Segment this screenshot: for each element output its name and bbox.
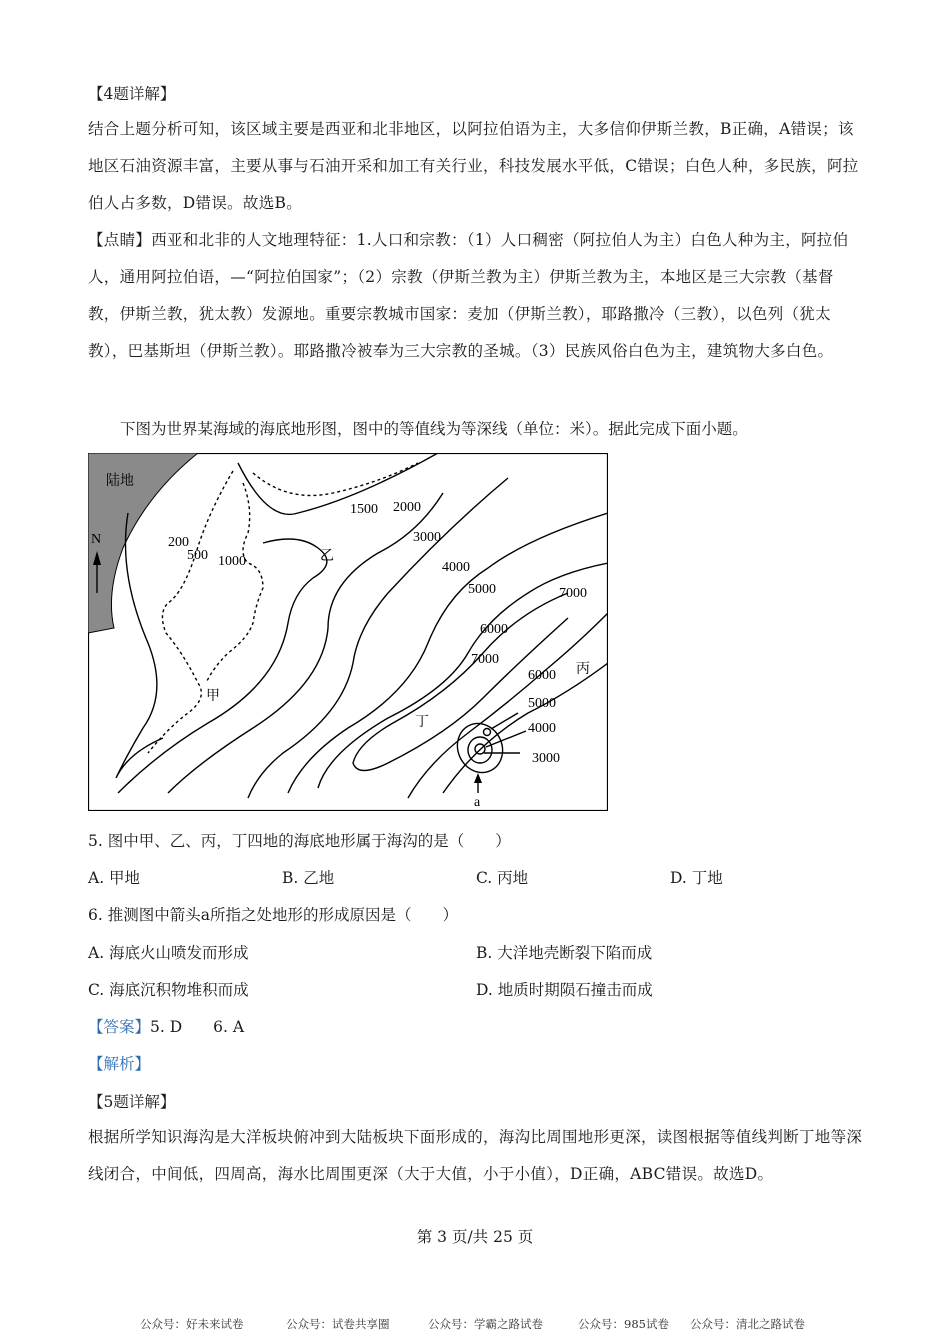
depth-label: 6000 <box>528 668 556 683</box>
answer-label: 【答案】 <box>88 1018 151 1036</box>
q5-stem: 5. 图中甲、乙、丙，丁四地的海底地形属于海沟的是（ ） <box>88 832 511 850</box>
q5-detail-body: 根据所学知识海沟是大洋板块俯冲到大陆板块下面形成的，海沟比周围地形更深，读图根据等值线判断丁地等深线闭合，中间低，四周高，海水比周围更深（大于大值，小于小值），D正确，ABC错误。故选D。 <box>88 1128 863 1183</box>
depth-label: 4000 <box>442 560 470 575</box>
depth-label: 3000 <box>532 751 560 766</box>
answer-value: 5. D 6. A <box>150 1018 245 1036</box>
depth-label: 2000 <box>393 500 421 515</box>
watermark: 公众号：学霸之路试卷 <box>428 1317 543 1331</box>
page-footer: 第 3 页/共 25 页 <box>416 1228 534 1246</box>
north-label: N <box>91 532 102 547</box>
q5-option-c: C. 丙地 <box>476 869 529 887</box>
q5-option-d: D. 丁地 <box>670 869 723 887</box>
depth-label: 3000 <box>413 530 441 545</box>
q6-stem: 6. 推测图中箭头a所指之处地形的形成原因是（ ） <box>88 906 458 924</box>
q5-detail-heading: 【5题详解】 <box>88 1093 176 1111</box>
q4-heading: 【4题详解】 <box>88 85 176 103</box>
depth-label: 7000 <box>559 586 587 601</box>
analysis-label: 【解析】 <box>88 1055 151 1073</box>
answer-line <box>88 1015 244 1037</box>
q5-option-b: B. 乙地 <box>282 869 335 887</box>
depth-label: 6000 <box>480 622 508 637</box>
land-label: 陆地 <box>106 474 134 489</box>
place-bing: 丙 <box>576 662 590 677</box>
watermark: 公众号：试卷共享圈 <box>286 1317 390 1331</box>
watermark: 公众号：清北之路试卷 <box>690 1317 805 1331</box>
q4-tip: 【点睛】西亚和北非的人文地理特征：1.人口和宗教：（1）人口稠密（阿拉伯人为主）白色人种为主，阿拉伯人，通用阿拉伯语，—“阿拉伯国家”；（2）宗教（伊斯兰教为主）伊斯兰教为主，本地区是三大宗教（基督教，伊斯兰教，犹太教）发源地。重要宗教城市国家：麦加（伊斯兰教），耶路撒冷（三教），以色列（犹太教），巴基斯坦（伊斯兰教）。耶路撒冷被奉为三大宗教的圣城。（3）民族风俗白色为主，建筑物大多白色。 <box>88 231 849 360</box>
depth-label: 4000 <box>528 721 556 736</box>
arrow-a-label: a <box>474 795 481 810</box>
place-ding: 丁 <box>415 715 429 730</box>
place-yi: 乙 <box>320 549 334 564</box>
depth-label: 5000 <box>468 582 496 597</box>
watermark: 公众号：好未来试卷 <box>140 1317 244 1331</box>
place-jia: 甲 <box>206 689 220 704</box>
depth-label: 1500 <box>350 502 378 517</box>
depth-label: 5000 <box>528 696 556 711</box>
q6-option-c: C. 海底沉积物堆积而成 <box>88 981 249 999</box>
depth-label: 500 <box>187 548 208 563</box>
q6-option-b: B. 大洋地壳断裂下陷而成 <box>476 944 653 962</box>
seafloor-map <box>88 453 608 811</box>
watermark: 公众号：985试卷 <box>578 1317 669 1331</box>
intro-text: 下图为世界某海域的海底地形图，图中的等值线为等深线（单位：米）。据此完成下面小题。 <box>120 420 748 438</box>
depth-label: 200 <box>168 535 189 550</box>
q6-option-d: D. 地质时期陨石撞击而成 <box>476 981 653 999</box>
depth-label: 1000 <box>218 554 246 569</box>
q6-option-a: A. 海底火山喷发而形成 <box>88 944 249 962</box>
depth-label: 7000 <box>471 652 499 667</box>
q4-body: 结合上题分析可知，该区域主要是西亚和北非地区，以阿拉伯语为主，大多信仰伊斯兰教，B正确，A错误；该地区石油资源丰富，主要从事与石油开采和加工有关行业，科技发展水平低，C错误；白色人种，多民族，阿拉伯人占多数，D错误。故选B。 <box>88 120 859 212</box>
q5-option-a: A. 甲地 <box>88 869 141 887</box>
